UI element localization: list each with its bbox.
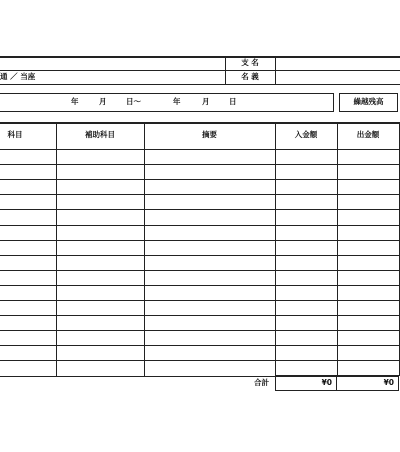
table-cell[interactable] <box>338 241 398 254</box>
table-cell[interactable] <box>1 180 55 193</box>
table-cell[interactable] <box>1 331 55 344</box>
table-cell[interactable] <box>276 271 336 284</box>
column-header: 摘要 <box>202 130 217 139</box>
table-cell[interactable] <box>338 331 398 344</box>
deposit-total: ¥0 <box>321 378 332 387</box>
table-cell[interactable] <box>338 301 398 314</box>
table-cell[interactable] <box>57 165 143 178</box>
branch-label: 支 名 <box>241 58 259 67</box>
table-cell[interactable] <box>338 271 398 284</box>
table-cell[interactable] <box>1 210 55 223</box>
table-cell[interactable] <box>1 256 55 269</box>
table-cell[interactable] <box>276 150 336 163</box>
table-cell[interactable] <box>1 271 55 284</box>
table-cell[interactable] <box>276 180 336 193</box>
table-cell[interactable] <box>57 286 143 299</box>
table-cell[interactable] <box>1 150 55 163</box>
table-cell[interactable] <box>145 241 274 254</box>
table-cell[interactable] <box>338 316 398 329</box>
table-cell[interactable] <box>276 210 336 223</box>
table-cell[interactable] <box>1 195 55 208</box>
table-cell[interactable] <box>1 241 55 254</box>
carryover-label: 繰越残高 <box>353 97 384 106</box>
table-cell[interactable] <box>145 256 274 269</box>
table-cell[interactable] <box>338 180 398 193</box>
column-header: 入金額 <box>294 130 318 139</box>
table-cell[interactable] <box>57 226 143 239</box>
table-cell[interactable] <box>57 361 143 374</box>
table-cell[interactable] <box>338 256 398 269</box>
table-cell[interactable] <box>145 346 274 359</box>
table-cell[interactable] <box>338 165 398 178</box>
period-month-1: 月 <box>99 97 107 106</box>
table-cell[interactable] <box>57 210 143 223</box>
table-cell[interactable] <box>57 301 143 314</box>
table-cell[interactable] <box>276 256 336 269</box>
period-day-2: 日 <box>229 97 237 106</box>
table-cell[interactable] <box>57 180 143 193</box>
table-cell[interactable] <box>276 316 336 329</box>
table-top-border <box>0 122 399 124</box>
table-cell[interactable] <box>57 331 143 344</box>
branch-value[interactable] <box>280 58 395 68</box>
table-cell[interactable] <box>338 361 398 374</box>
period-year-2: 年 <box>173 97 181 106</box>
table-cell[interactable] <box>1 316 55 329</box>
header-mid-border <box>0 70 400 71</box>
table-cell[interactable] <box>145 301 274 314</box>
table-cell[interactable] <box>57 241 143 254</box>
table-cell[interactable] <box>338 346 398 359</box>
table-cell[interactable] <box>338 286 398 299</box>
table-cell[interactable] <box>338 226 398 239</box>
table-cell[interactable] <box>57 316 143 329</box>
table-cell[interactable] <box>145 331 274 344</box>
column-header: 補助科目 <box>85 130 115 139</box>
period-day-1: 日～ <box>126 97 141 106</box>
table-cell[interactable] <box>145 180 274 193</box>
header-divider-right <box>275 56 276 84</box>
table-cell[interactable] <box>276 346 336 359</box>
table-cell[interactable] <box>57 195 143 208</box>
table-cell[interactable] <box>338 210 398 223</box>
name-label: 名 義 <box>241 72 259 81</box>
table-cell[interactable] <box>1 286 55 299</box>
period-month-2: 月 <box>202 97 210 106</box>
total-label: 合計 <box>254 378 269 387</box>
table-cell[interactable] <box>145 195 274 208</box>
table-cell[interactable] <box>57 346 143 359</box>
table-cell[interactable] <box>276 301 336 314</box>
table-cell[interactable] <box>145 271 274 284</box>
withdrawal-total: ¥0 <box>383 378 394 387</box>
period-year-1: 年 <box>71 97 79 106</box>
table-cell[interactable] <box>1 165 55 178</box>
table-cell[interactable] <box>338 195 398 208</box>
table-cell[interactable] <box>1 346 55 359</box>
table-cell[interactable] <box>276 241 336 254</box>
table-cell[interactable] <box>276 361 336 374</box>
table-cell[interactable] <box>145 286 274 299</box>
table-cell[interactable] <box>276 165 336 178</box>
table-cell[interactable] <box>57 256 143 269</box>
table-cell[interactable] <box>1 301 55 314</box>
table-cell[interactable] <box>276 331 336 344</box>
table-cell[interactable] <box>145 316 274 329</box>
column-header: 科目 <box>7 130 23 139</box>
table-cell[interactable] <box>276 195 336 208</box>
table-cell[interactable] <box>145 165 274 178</box>
table-cell[interactable] <box>145 361 274 374</box>
column-header: 出金額 <box>356 130 380 139</box>
table-cell[interactable] <box>57 271 143 284</box>
table-cell[interactable] <box>276 226 336 239</box>
table-cell[interactable] <box>338 150 398 163</box>
name-value[interactable] <box>280 72 395 82</box>
header-bottom-border <box>0 84 400 85</box>
table-cell[interactable] <box>1 361 55 374</box>
table-cell[interactable] <box>145 150 274 163</box>
table-cell[interactable] <box>276 286 336 299</box>
account-type-text: 通 ／ 当座 <box>0 72 36 81</box>
table-cell[interactable] <box>57 150 143 163</box>
ledger-table <box>0 122 400 376</box>
period-box <box>0 93 334 112</box>
table-cell[interactable] <box>145 226 274 239</box>
table-cell[interactable] <box>145 210 274 223</box>
table-cell[interactable] <box>1 226 55 239</box>
